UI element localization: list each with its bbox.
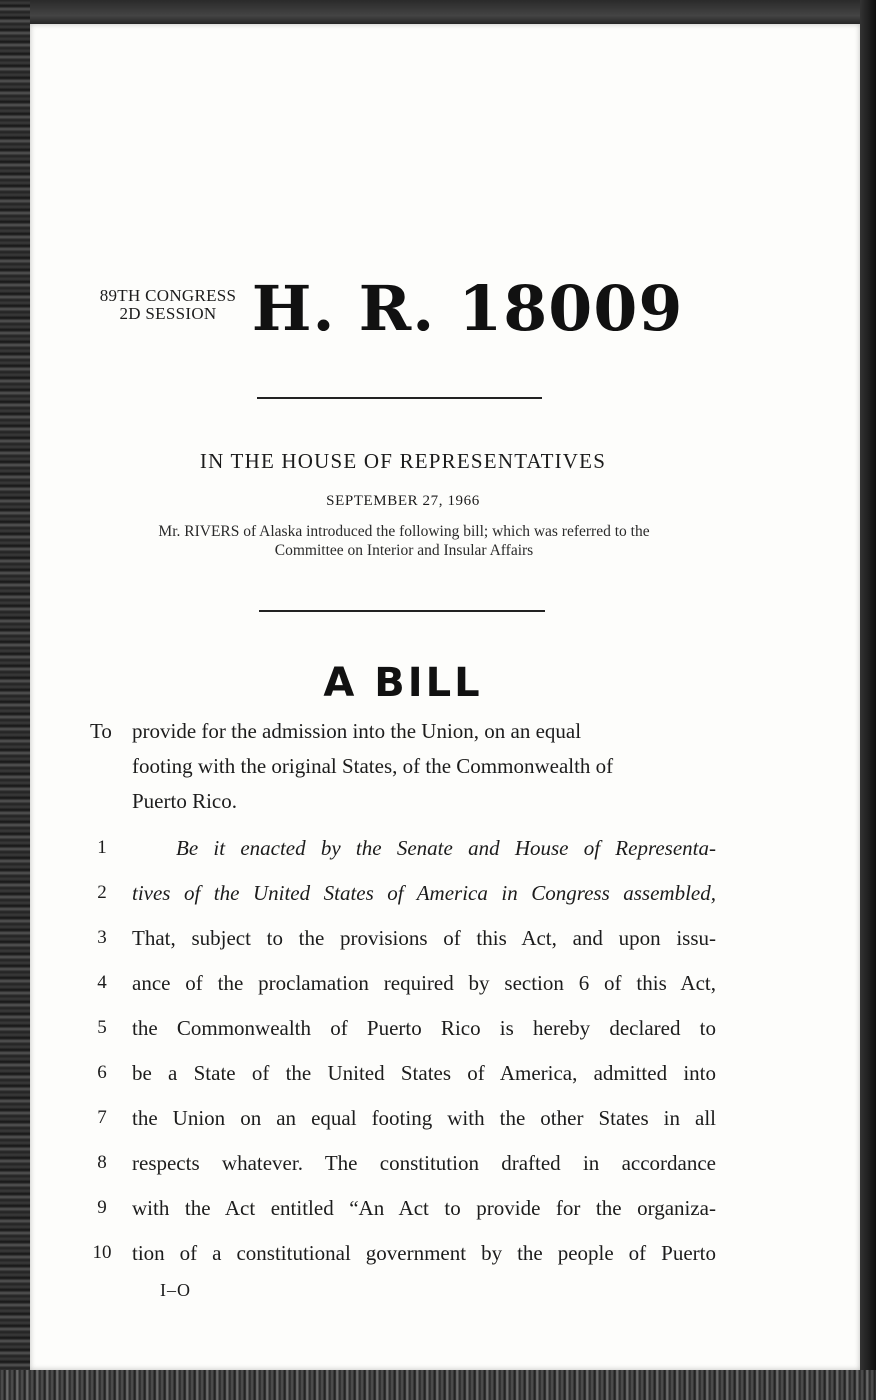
bill-text-line	[90, 1192, 716, 1224]
line-number: 5	[97, 1017, 107, 1038]
line-text: respects whatever. The constitution drafted in accordance	[132, 1151, 716, 1175]
congress-label: 89TH CONGRESS	[99, 286, 237, 305]
line-number: 1	[97, 837, 107, 858]
introduction-statement	[86, 522, 722, 560]
purpose-line: footing with the original States, of the Commonwealth of	[132, 754, 614, 778]
divider-rule	[259, 610, 545, 612]
scan-border-left	[0, 0, 30, 1400]
bill-heading: A BILL	[323, 660, 483, 706]
bill-text-line	[90, 967, 716, 999]
purpose-line: provide for the admission into the Union, on an equal	[132, 719, 582, 743]
bill-text-line	[90, 877, 716, 909]
chamber-heading: IN THE HOUSE OF REPRESENTATIVES	[199, 449, 607, 473]
bill-text-line	[90, 922, 716, 954]
bill-text-line	[90, 1012, 716, 1044]
line-number: 7	[97, 1107, 107, 1128]
line-number: 4	[97, 972, 107, 993]
line-number: 8	[97, 1152, 107, 1173]
bill-number: H. R. 18009	[251, 272, 684, 345]
scan-border-top	[0, 0, 876, 26]
purpose-label: To	[90, 719, 112, 743]
line-text: That, subject to the provisions of this Act, and upon issu-	[132, 926, 716, 950]
sponsor-name: RIVERS	[184, 523, 240, 540]
bill-text-line	[90, 1057, 716, 1089]
bill-text-line	[90, 1237, 716, 1269]
line-text: the Union on an equal footing with the other States in all	[132, 1106, 716, 1130]
session-label: 2D SESSION	[119, 304, 217, 323]
line-number: 3	[97, 927, 107, 948]
line-number: 10	[92, 1242, 112, 1263]
line-text: with the Act entitled “An Act to provide for the organiza-	[132, 1196, 716, 1220]
bill-text-line	[90, 832, 716, 864]
line-number: 6	[97, 1062, 107, 1083]
line-text: tion of a constitutional government by the people of Puerto	[132, 1241, 716, 1265]
intro-text-line-2: Committee on Interior and Insular Affairs	[274, 542, 534, 559]
line-text: Be it enacted by the Senate and House of Representa-	[176, 836, 716, 860]
line-text: be a State of the United States of America, admitted into	[132, 1061, 716, 1085]
scan-border-bottom	[0, 1370, 876, 1400]
introduction-date: SEPTEMBER 27, 1966	[326, 493, 480, 509]
bill-purpose	[90, 714, 716, 819]
document-page	[30, 24, 860, 1370]
bill-text-line	[90, 1147, 716, 1179]
footer-code: I–O	[160, 1280, 191, 1300]
line-text: the Commonwealth of Puerto Rico is hereby declared to	[132, 1016, 716, 1040]
line-text: tives of the United States of America in Congress assembled,	[132, 881, 716, 905]
line-number: 2	[97, 882, 107, 903]
intro-prefix: Mr.	[158, 523, 185, 540]
divider-rule	[257, 397, 542, 399]
congress-session-block	[88, 287, 248, 323]
line-text: ance of the proclamation required by section 6 of this Act,	[132, 971, 716, 995]
intro-text-line-1: of Alaska introduced the following bill; which was referred to the	[239, 523, 650, 540]
line-number: 9	[97, 1197, 107, 1218]
scan-border-right	[860, 0, 876, 1400]
purpose-line: Puerto Rico.	[132, 789, 237, 813]
bill-text-line	[90, 1102, 716, 1134]
